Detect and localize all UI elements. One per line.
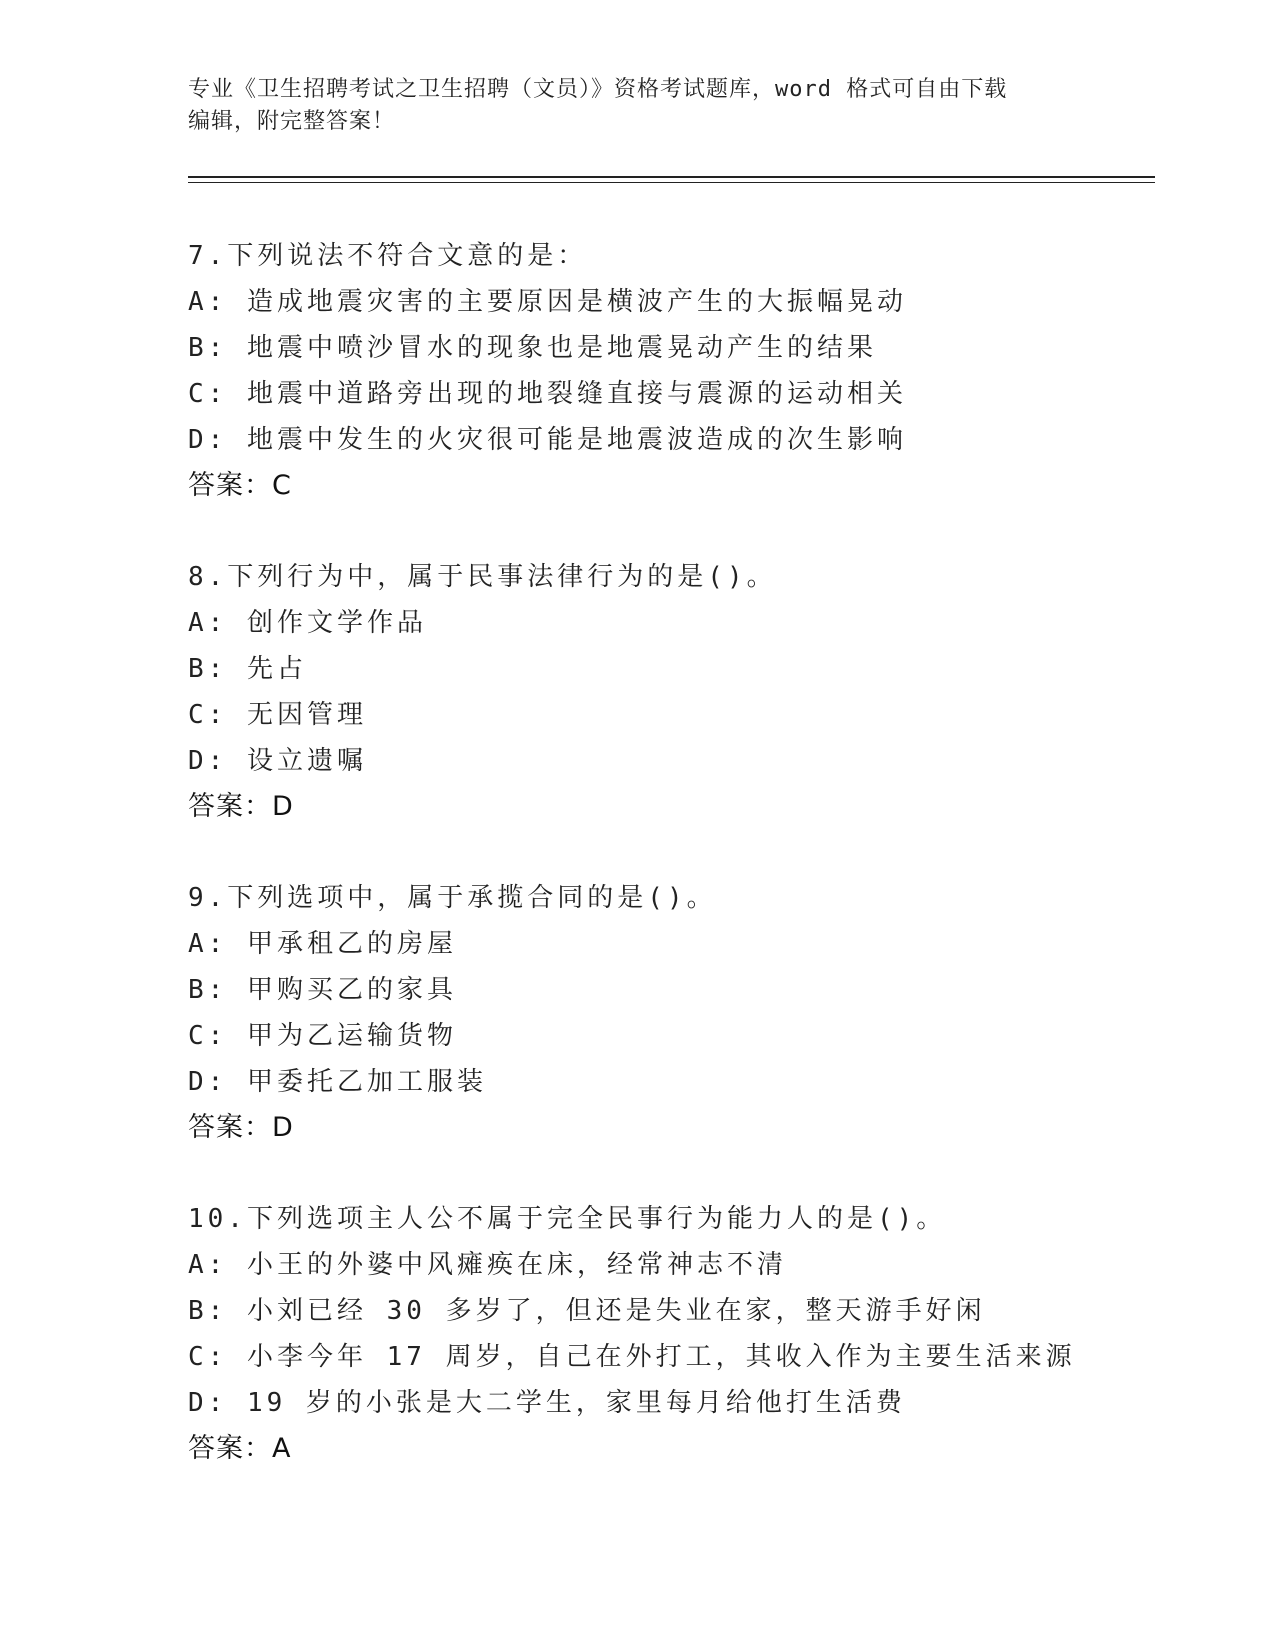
option-c: C: 地震中道路旁出现的地裂缝直接与震源的运动相关 [188, 379, 907, 409]
option-a: A: 小王的外婆中风瘫痪在床，经常神志不清 [188, 1250, 787, 1280]
document-header [188, 74, 1088, 138]
question-8 [188, 554, 1188, 830]
answer-line: 答案：A [188, 1433, 292, 1464]
option-d: D: 设立遗嘱 [188, 746, 367, 776]
question-stem: 7.下列说法不符合文意的是： [188, 241, 588, 271]
option-b: B: 甲购买乙的家具 [188, 975, 457, 1005]
option-b: B: 地震中喷沙冒水的现象也是地震晃动产生的结果 [188, 333, 877, 363]
question-stem: 8.下列行为中，属于民事法律行为的是()。 [188, 562, 777, 592]
option-a: A: 甲承租乙的房屋 [188, 929, 457, 959]
question-stem: 10.下列选项主人公不属于完全民事行为能力人的是()。 [188, 1204, 947, 1234]
option-b: B: 小刘已经 30 多岁了，但还是失业在家，整天游手好闲 [188, 1296, 986, 1326]
option-c: C: 甲为乙运输货物 [188, 1021, 457, 1051]
header-rule-thin [188, 182, 1155, 183]
option-a: A: 造成地震灾害的主要原因是横波产生的大振幅晃动 [188, 287, 907, 317]
option-d: D: 19 岁的小张是大二学生，家里每月给他打生活费 [188, 1388, 906, 1418]
question-9 [188, 875, 1188, 1151]
header-line-1: 专业《卫生招聘考试之卫生招聘（文员）》资格考试题库，word 格式可自由下载 [188, 77, 1008, 102]
option-b: B: 先占 [188, 654, 307, 684]
header-line-2: 编辑，附完整答案！ [188, 109, 396, 134]
header-rule-thick [188, 176, 1155, 178]
answer-line: 答案：C [188, 470, 292, 501]
option-c: C: 无因管理 [188, 700, 367, 730]
answer-line: 答案：D [188, 791, 294, 822]
answer-line: 答案：D [188, 1112, 294, 1143]
question-7 [188, 233, 1188, 509]
option-c: C: 小李今年 17 周岁，自己在外打工，其收入作为主要生活来源 [188, 1342, 1076, 1372]
option-a: A: 创作文学作品 [188, 608, 427, 638]
question-stem: 9.下列选项中，属于承揽合同的是()。 [188, 883, 717, 913]
option-d: D: 地震中发生的火灾很可能是地震波造成的次生影响 [188, 425, 907, 455]
question-10 [188, 1196, 1188, 1472]
option-d: D: 甲委托乙加工服装 [188, 1067, 487, 1097]
